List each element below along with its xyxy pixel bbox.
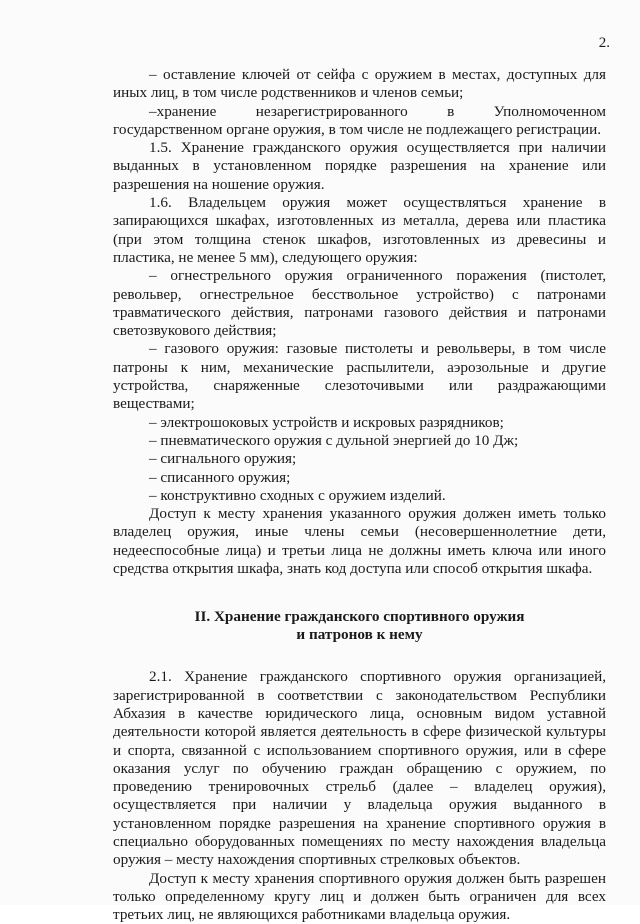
paragraph: –хранение незарегистрированного в Уполномоченном государственном органе оружия, в том числе не подлежащего регистрации. — [113, 102, 606, 138]
paragraph: – электрошоковых устройств и искровых разрядников; — [149, 413, 504, 431]
paragraph: Доступ к месту хранения указанного оружия должен иметь только владелец оружия, иные члены семьи (несовершеннолетние дети, недееспособные лица) и третьи лица не должны иметь ключа или иного средства открытия шкафа, знать код доступа или способ открытия шкафа. — [113, 505, 606, 578]
section-1-continuation — [113, 66, 606, 578]
paragraph: 2.1. Хранение гражданского спортивного оружия организацией, зарегистрированной в соответствии с законодательством Республики Абхазия в качестве юридического лица, основным видом уставной деятельности которой является деятельность в сфере физической культуры и спорта, связанной с использованием спортивного оружия, или в сфере оказания услуг по обучению граждан обращению с оружием, по проведению тренировочных стрельб (далее – владелец оружия), осуществляется при наличии у владельца оружия выданного в установленном порядке разрешения на хранение спортивного оружия в специально оборудованных помещениях по месту нахождения владельца оружия – месту нахождения спортивных стрелковых объектов. — [113, 668, 606, 869]
paragraph: – списанного оружия; — [149, 468, 291, 486]
paragraph: – оставление ключей от сейфа с оружием в местах, доступных для иных лиц, в том числе родственников и членов семьи; — [113, 66, 606, 102]
paragraph: – сигнального оружия; — [149, 450, 297, 468]
section-2-body — [113, 668, 606, 924]
paragraph: – газового оружия: газовые пистолеты и револьверы, в том числе патроны к ним, механические распылители, аэрозольные и другие устройства, снаряженные слезоточивыми или раздражающими веществами; — [113, 340, 606, 413]
section-heading — [113, 608, 606, 644]
paragraph: – огнестрельного оружия ограниченного поражения (пистолет, револьвер, огнестрельное бесствольное устройство) с патронами травматического действия, патронами газового действия и патронами светозвукового действия; — [113, 267, 606, 340]
paragraph: Доступ к месту хранения спортивного оружия должен быть разрешен только определенному кругу лиц и должен быть ограничен для всех третьих лиц, не являющихся работниками владельца оружия. — [113, 869, 606, 924]
spacer — [113, 644, 606, 668]
section-heading-line-1: II. Хранение гражданского спортивного оружия — [194, 608, 525, 626]
page-number: 2. — [598, 35, 610, 51]
paragraph: 1.5. Хранение гражданского оружия осуществляется при наличии выданных в установленном порядке разрешения на хранение или разрешения на ношение оружия. — [113, 139, 606, 193]
document-body — [113, 66, 606, 924]
paragraph: – конструктивно сходных с оружием изделий. — [149, 486, 446, 504]
paragraph: – пневматического оружия с дульной энергией до 10 Дж; — [149, 431, 519, 449]
section-heading-line-2: и патронов к нему — [296, 626, 423, 644]
paragraph: 1.6. Владельцем оружия может осуществляться хранение в запирающихся шкафах, изготовленных из металла, дерева или пластика (при этом толщина стенок шкафов, изготовленных из древесины и пластика, не менее 5 мм), следующего оружия: — [113, 194, 606, 266]
